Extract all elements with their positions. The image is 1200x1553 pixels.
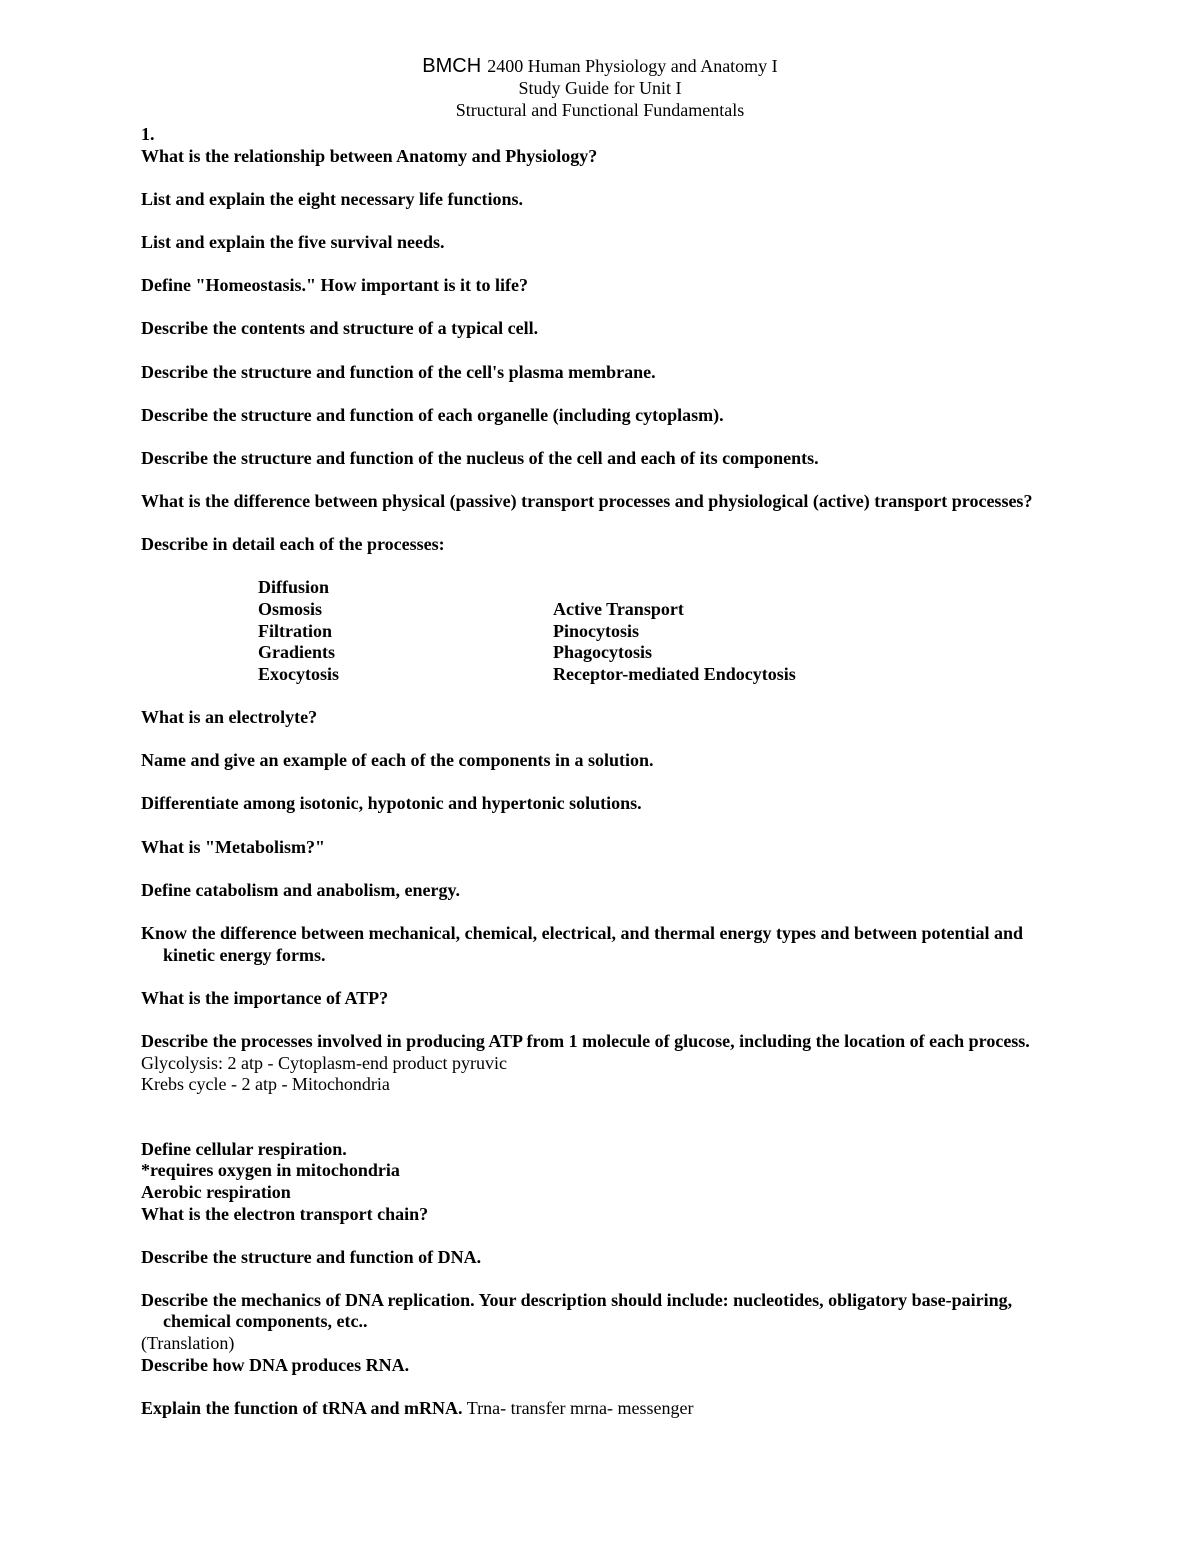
course-title: 2400 Human Physiology and Anatomy I (487, 56, 778, 76)
question-10: Describe in detail each of the processes: (141, 534, 445, 555)
question-6: Describe the structure and function of the cell's plasma membrane. (141, 361, 656, 382)
process-item: Gradients (258, 642, 336, 663)
question-5: Describe the contents and structure of a typical cell. (141, 318, 539, 339)
course-title-line (0, 55, 1200, 77)
note-krebs: Krebs cycle - 2 atp - Mitochondria (141, 1074, 390, 1095)
question-14: What is "Metabolism?" (141, 836, 325, 857)
question-24: Explain the function of tRNA and mRNA. (141, 1397, 463, 1418)
process-item: Osmosis (258, 599, 323, 620)
process-item: Diffusion (258, 577, 330, 598)
process-row (258, 577, 796, 599)
process-list (258, 577, 796, 685)
process-item: Active Transport (553, 599, 684, 620)
document-topic: Structural and Functional Fundamentals (455, 100, 745, 120)
question-11: What is an electrolyte? (141, 707, 318, 728)
question-22: Describe the mechanics of DNA replication. Your description should include: nucleotides, obligatory base-pairing, chemical components, etc.. (141, 1289, 1013, 1332)
note-aerobic: Aerobic respiration (141, 1181, 291, 1202)
question-4: Define "Homeostasis." How important is it to life? (141, 275, 528, 296)
question-7: Describe the structure and function of each organelle (including cytoplasm). (141, 404, 724, 425)
question-16: Know the difference between mechanical, chemical, electrical, and thermal energy types and between potential and kinetic energy forms. (141, 922, 1024, 965)
question-17: What is the importance of ATP? (141, 987, 389, 1008)
question-24-line (141, 1398, 1041, 1420)
question-2: List and explain the eight necessary life functions. (141, 188, 524, 209)
process-item: Pinocytosis (553, 620, 640, 641)
question-list (141, 124, 1041, 1419)
question-8: Describe the structure and function of the nucleus of the cell and each of its components. (141, 447, 819, 468)
document-header (0, 55, 1200, 121)
question-9: What is the difference between physical (passive) transport processes and physiological (active) transport processes? (141, 491, 1033, 512)
process-row (258, 642, 796, 664)
question-12: Name and give an example of each of the components in a solution. (141, 750, 654, 771)
question-19: Define cellular respiration. (141, 1138, 347, 1159)
question-21: Describe the structure and function of DNA. (141, 1246, 482, 1267)
question-18: Describe the processes involved in producing ATP from 1 molecule of glucose, including the location of each process. (141, 1030, 1030, 1051)
note-trna: Trna- transfer mrna- messenger (466, 1397, 694, 1418)
process-item: Filtration (258, 620, 332, 641)
question-23: Describe how DNA produces RNA. (141, 1354, 410, 1375)
section-number: 1. (141, 124, 155, 144)
question-3: List and explain the five survival needs. (141, 231, 445, 252)
note-oxygen: *requires oxygen in mitochondria (141, 1160, 400, 1181)
spacer (141, 1096, 1041, 1139)
process-item (553, 577, 796, 599)
process-row (258, 664, 796, 686)
process-item: Exocytosis (258, 663, 339, 684)
document-subtitle: Study Guide for Unit I (518, 78, 682, 98)
note-glycolysis: Glycolysis: 2 atp - Cytoplasm-end product pyruvic (141, 1052, 507, 1073)
question-13: Differentiate among isotonic, hypotonic and hypertonic solutions. (141, 793, 642, 814)
question-15: Define catabolism and anabolism, energy. (141, 879, 461, 900)
note-translation: (Translation) (141, 1333, 235, 1354)
process-row (258, 599, 796, 621)
process-item: Phagocytosis (553, 642, 652, 663)
question-20: What is the electron transport chain? (141, 1203, 429, 1224)
course-code: BMCH (422, 55, 482, 77)
process-row (258, 621, 796, 643)
question-1: What is the relationship between Anatomy and Physiology? (141, 145, 598, 166)
process-item: Receptor-mediated Endocytosis (553, 663, 796, 684)
